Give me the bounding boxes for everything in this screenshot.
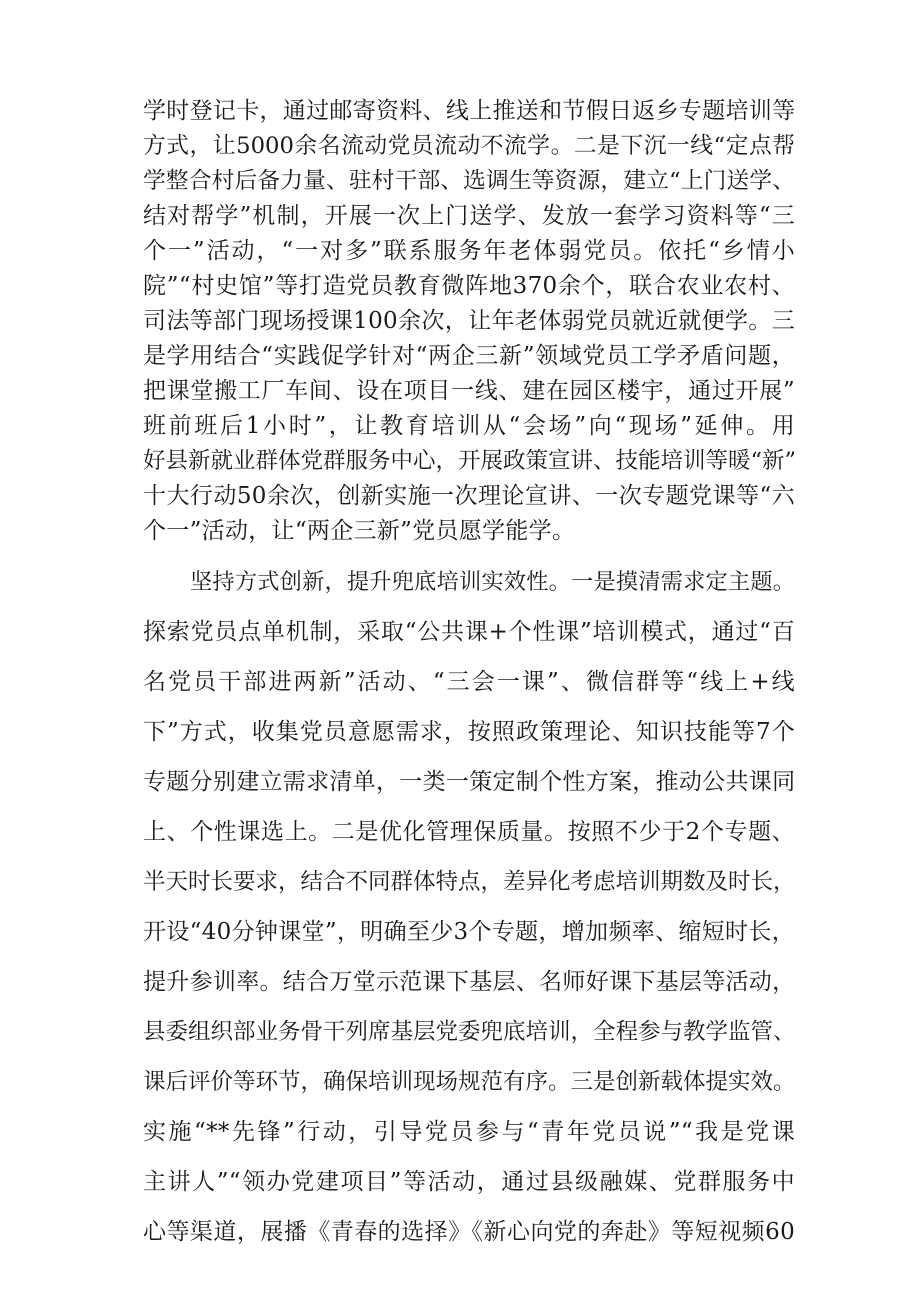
- paragraph-2-line-8: 开设“40分钟课堂”，明确至少3个专题，增加频率、缩短时长，: [143, 919, 795, 945]
- paragraph-2-line-5: 专题分别建立需求清单，一类一策定制个性方案，推动公共课同: [143, 769, 796, 795]
- paragraph-1-line-1: 学时登记卡，通过邮寄资料、线上推送和节假日返乡专题培训等: [143, 98, 796, 124]
- paragraph-1-line-8: 是学用结合“实践促学针对“两企三新”领域党员工学矛盾问题，: [143, 343, 795, 369]
- paragraph-2-line-14: 心等渠道，展播《青春的选择》《新心向党的奔赴》等短视频60: [143, 1219, 795, 1245]
- paragraph-2-line-4: 下”方式，收集党员意愿需求，按照政策理论、知识技能等7个: [143, 719, 795, 745]
- paragraph-2-line-7: 半天时长要求，结合不同群体特点，差异化考虑培训期数及时长，: [143, 869, 796, 895]
- paragraph-1-line-6: 院”“村史馆”等打造党员教育微阵地370余个，联合农业农村、: [143, 273, 795, 299]
- paragraph-1-line-7: 司法等部门现场授课100余次，让年老体弱党员就近就便学。三: [143, 308, 795, 334]
- paragraph-2-line-13: 主讲人”“领办党建项目”等活动，通过县级融媒、党群服务中: [143, 1169, 795, 1195]
- paragraph-2-line-9: 提升参训率。结合万堂示范课下基层、名师好课下基层等活动，: [143, 969, 796, 995]
- paragraph-1-line-4: 结对帮学”机制，开展一次上门送学、发放一套学习资料等“三: [143, 203, 795, 229]
- paragraph-2-line-11: 课后评价等环节，确保培训现场规范有序。三是创新载体提实效。: [143, 1069, 796, 1095]
- paragraph-1-line-13: 个一”活动，让“两企三新”党员愿学能学。: [143, 518, 576, 544]
- paragraph-2-line-2: 探索党员点单机制，采取“公共课+个性课”培训模式，通过“百: [143, 619, 795, 645]
- paragraph-1-line-3: 学整合村后备力量、驻村干部、选调生等资源，建立“上门送学、: [143, 168, 795, 194]
- paragraph-2-line-10: 县委组织部业务骨干列席基层党委兜底培训，全程参与教学监管、: [143, 1019, 796, 1045]
- paragraph-1-line-9: 把课堂搬工厂车间、设在项目一线、建在园区楼宇，通过开展”: [143, 378, 795, 404]
- paragraph-1-line-11: 好县新就业群体党群服务中心，开展政策宣讲、技能培训等暖“新”: [143, 448, 797, 474]
- paragraph-2-line-3: 名党员干部进两新”活动、“三会一课”、微信群等“线上+线: [143, 669, 795, 695]
- paragraph-1-line-10: 班前班后1小时”，让教育培训从“会场”向“现场”延伸。用: [143, 413, 795, 439]
- paragraph-2-line-1: 坚持方式创新，提升兜底培训实效性。一是摸清需求定主题。: [190, 569, 795, 595]
- paragraph-2-line-6: 上、个性课选上。二是优化管理保质量。按照不少于2个专题、: [143, 819, 795, 845]
- paragraph-1-line-12: 十大行动50余次，创新实施一次理论宣讲、一次专题党课等“六: [143, 483, 795, 509]
- paragraph-1-line-5: 个一”活动，“一对多”联系服务年老体弱党员。依托“乡情小: [143, 238, 795, 264]
- paragraph-1-line-2: 方式，让5000余名流动党员流动不流学。二是下沉一线“定点帮: [143, 133, 795, 159]
- paragraph-2-line-12: 实施“**先锋”行动，引导党员参与“青年党员说”“我是党课: [143, 1119, 795, 1145]
